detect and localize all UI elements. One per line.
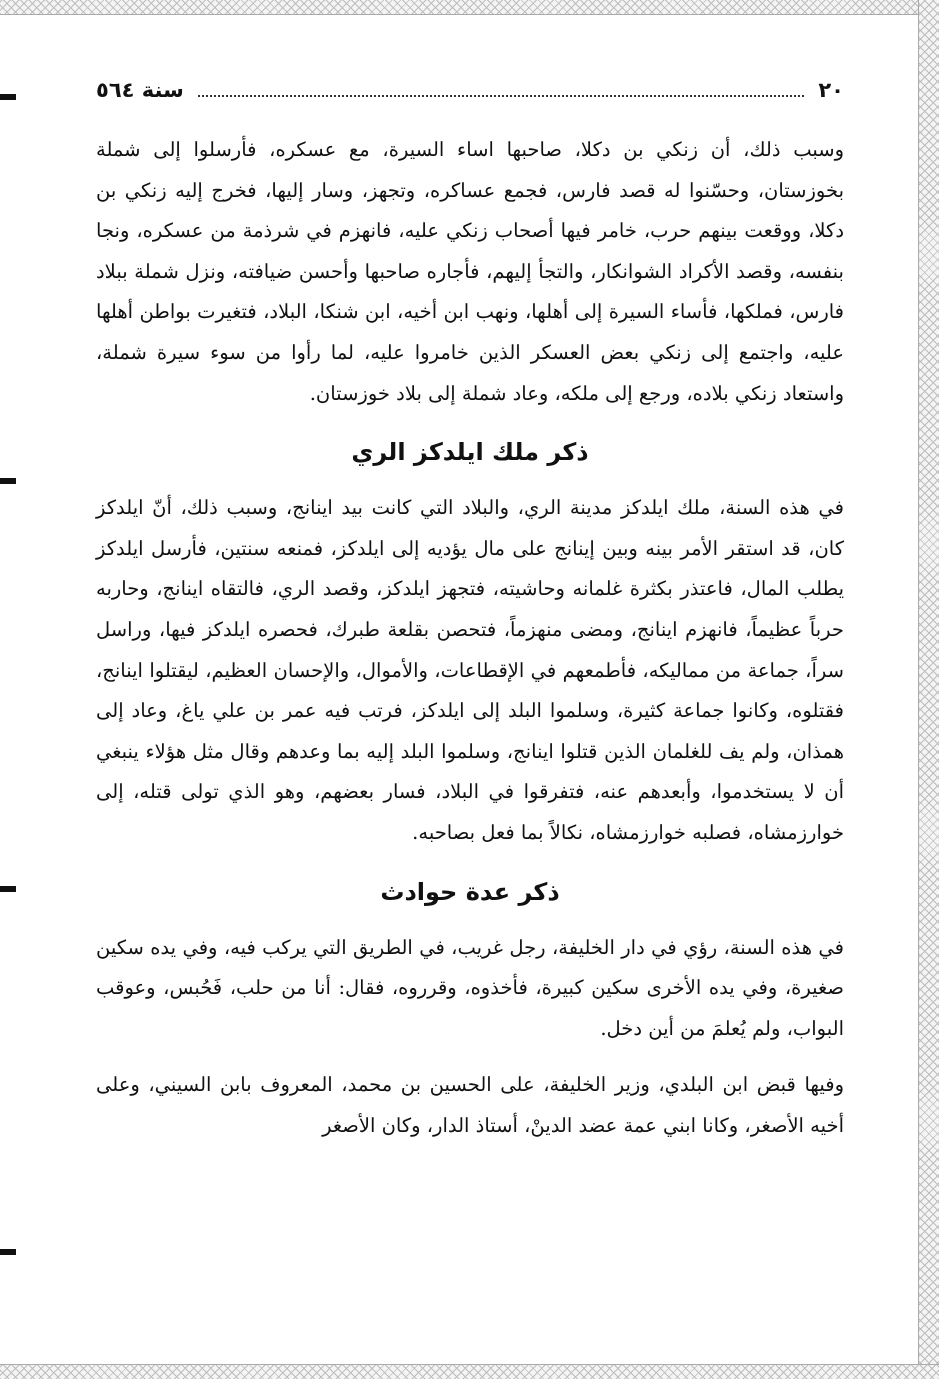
section-heading-ildegiz-rayy: ذكر ملك ايلدكز الري <box>351 438 589 467</box>
paragraph-2: في هذه السنة، ملك ايلدكز مدينة الري، والبلاد التي كانت بيد اينانج، وسبب ذلك، أنّ ايلدكز كان، قد استقر الأمر بينه وبين إينانج على مال يؤديه إلى ايلدكز، فمنعه سنتين، فأرسل ايلدكز يطلب المال، فاعتذر بكثرة غلمانه وحاشيته، فتجهز ايلدكز، وقصد الري، فالتقاه اينانج، وحاربه حرباً عظيماً، فانهزم اينانج، ومضى منهزماً، فتحصن بقلعة طبرك، فحصره ايلدكز فيها، وراسل سراً، جماعة من مماليكه، فأطمعهم في الإقطاعات، والأموال، والإحسان العظيم، ليقتلوا اينانج، فقتلوه، وكانوا جماعة كثيرة، وسلموا البلد إلى ايلدكز، فرتب فيه عمر بن علي ياغ، وعاد إلى همذان، ولم يف للغلمان الذين قتلوا اينانج، وسلموا البلد إليه بما وعدهم وقال مثل هؤلاء ينبغي أن لا يستخدموا، وأبعدهم عنه، فتفرقوا في البلاد، فسار بعضهم، وهو الذي تولى قتله، إلى خوارزمشاه، فصلبه خوارزمشاه، نكالاً بما فعل بصاحبه. <box>96 496 844 844</box>
margin-tick-mark <box>0 1249 16 1255</box>
paragraph-4: وفيها قبض ابن البلدي، وزير الخليفة، على الحسين بن محمد، المعروف بابن السيني، وعلى أخيه الأصغر، وكانا ابني عمة عضد الدينْ، أستاذ الدار، وكان الأصغر <box>96 1073 844 1137</box>
decorative-border-top <box>0 0 939 15</box>
year-label: سنة ٥٦٤ <box>96 78 184 102</box>
paragraph-1: وسبب ذلك، أن زنكي بن دكلا، صاحبها اساء السيرة، مع عسكره، فأرسلوا إلى شملة بخوزستان، وحسّنوا له قصد فارس، فجمع عساكره، وتجهز، وسار إليها، فخرج إليه زنكي بن دكلا، ووقعت بينهم حرب، خامر فيها أصحاب زنكي عليه، فانهزم في شرذمة من عسكره، ونجا بنفسه، وقصد الأكراد الشوانكار، والتجأ إليهم، فأجاره صاحبها وأحسن ضيافته، ونزل شملة ببلاد فارس، فملكها، فأساء السيرة إلى أهلها، ونهب ابن أخيه، ابن شنكا، البلاد، فتغيرت بواطن أهلها عليه، واجتمع إلى زنكي بعض العسكر الذين خامروا عليه، لما رأوا من سوء سيرة شملة، واستعاد زنكي بلاده، ورجع إلى ملكه، وعاد شملة إلى بلاد خوزستان. <box>96 138 844 405</box>
header-dotted-leader <box>198 83 805 97</box>
margin-tick-mark <box>0 478 16 484</box>
section-heading-events: ذكر عدة حوادث <box>380 877 560 906</box>
decorative-border-bottom <box>0 1364 939 1379</box>
decorative-border-right <box>918 0 939 1379</box>
book-page <box>96 78 844 1146</box>
page-number: ٢٠ <box>818 78 844 102</box>
margin-tick-mark <box>0 886 16 892</box>
margin-tick-mark <box>0 94 16 100</box>
running-header <box>96 78 844 118</box>
paragraph-3: في هذه السنة، رؤي في دار الخليفة، رجل غريب، في الطريق التي يركب فيه، وفي يده سكين صغيرة، وفي يده الأخرى سكين كبيرة، فأخذوه، وقرروه، فقال: أنا من حلب، فَحُبس، وعوقب البواب، ولم يُعلمَ من أين دخل. <box>96 935 844 1040</box>
